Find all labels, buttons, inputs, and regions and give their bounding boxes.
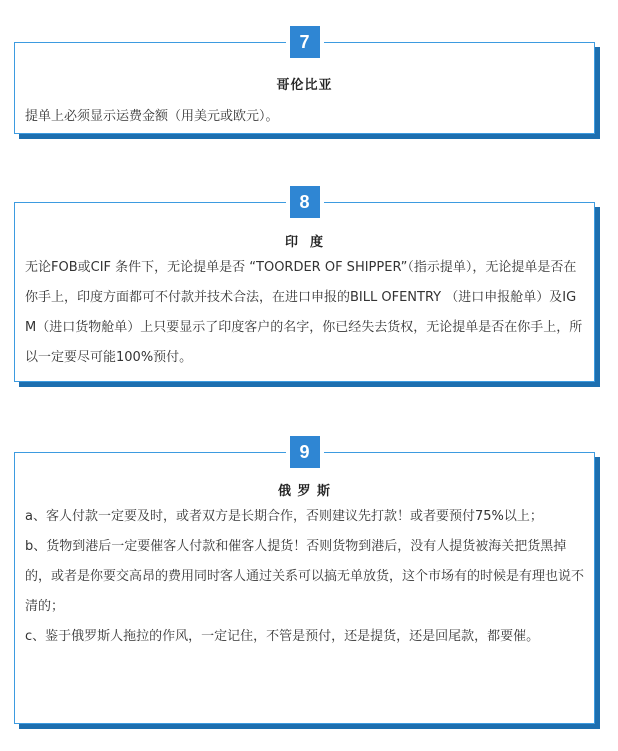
section-number-badge: 8 [290,186,320,218]
section-number-badge: 9 [290,436,320,468]
section-colombia [14,31,595,134]
section-title: 印 度 [284,235,325,250]
body-paragraph-b: b、货物到港后一定要催客人付款和催客人提货！否则货物到港后，没有人提货被海关把货黑掉的，或者是你要交高昂的费用同时客人通过关系可以搞无单放货，这个市场有的时候是有理也说不清的； [25,539,585,614]
body-paragraph: 无论FOB或CIF 条件下，无论提单是否 “TOORDER OF SHIPPER”（指示提单），无论提单是否在你手上，印度方面都可不付款并技术合法，在进口申报的BILL OFENTRY （进口申报舱单）及IGM（进口货物舱单）上只要显示了印度客户的名字，你已经失去货权，无论提单是否在你手上，所以一定要尽可能100%预付。 [25,260,583,365]
section-body [25,102,584,132]
body-paragraph: 提单上必须显示运费金额（用美元或欧元）。 [25,109,279,124]
section-title: 哥伦比亚 [276,78,333,93]
section-body [25,253,584,373]
body-paragraph-a: a、客人付款一定要及时，或者双方是长期合作，否则建议先打款！或者要预付75%以上； [25,509,543,524]
section-body [25,502,584,652]
section-title: 俄 罗 斯 [277,484,332,499]
body-paragraph-c: c、鉴于俄罗斯人拖拉的作风，一定记住，不管是预付，还是提货，还是回尾款，都要催。 [25,629,540,644]
section-russia [14,441,595,724]
section-india [14,191,595,382]
section-number-badge: 7 [290,26,320,58]
